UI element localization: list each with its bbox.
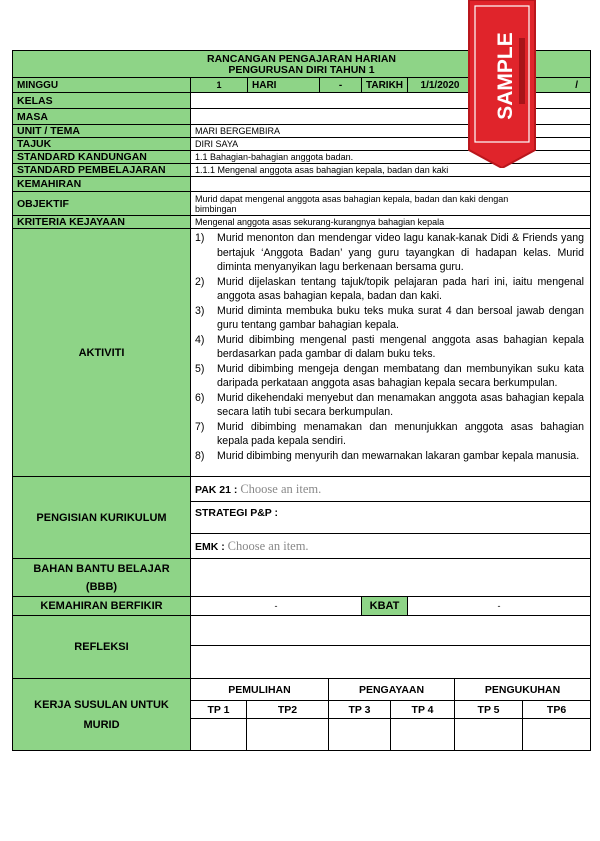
sample-stamp xyxy=(461,0,543,168)
kelas-label: KELAS xyxy=(13,93,191,109)
tp5-header: TP 5 xyxy=(455,701,523,719)
tp2-header: TP2 xyxy=(247,701,329,719)
aktiviti-item: 8) Murid dibimbing menyurih dan mewarnakan lakaran gambar kepala manusia. xyxy=(195,449,580,462)
tp6-header: TP6 xyxy=(523,701,591,719)
tp1-cell xyxy=(191,719,247,751)
aktiviti-item: 3) Murid diminta membuka buku teks muka surat 4 dan bersoal jawab dengan guru tentang gambar bahagian kepala. xyxy=(195,304,585,331)
tp2-cell xyxy=(247,719,329,751)
pak21-field[interactable]: PAK 21 : Choose an item. xyxy=(191,477,591,502)
aktiviti-item: 5) Murid dibimbing mengeja dengan membatang dan membunyikan suku kata daripada perkataan anggota asas bahagian kepala secara berkumpulan. xyxy=(195,362,585,389)
aktiviti-item: 6) Murid dikehendaki menyebut dan menamakan anggota asas bahagian kepala secara latih tubi secara berkumpulan. xyxy=(195,391,585,418)
pak21-dropdown[interactable]: Choose an item. xyxy=(240,481,322,496)
emk-field[interactable]: EMK : Choose an item. xyxy=(191,534,591,559)
kemahiran-label: KEMAHIRAN xyxy=(13,177,191,192)
aktiviti-item: 2) Murid dijelaskan tentang tajuk/topik pelajaran pada hari ini, iaitu mengenal anggota asas bahagian kepala, badan dan kaki. xyxy=(195,275,585,302)
kemahiran-berfikir-value: - xyxy=(191,597,362,616)
kbat-value: - xyxy=(408,597,591,616)
kemahiran-value xyxy=(191,177,591,192)
aktiviti-label: AKTIVITI xyxy=(13,229,191,477)
refleksi-line xyxy=(191,616,591,646)
hari-label: HARI xyxy=(248,78,320,93)
masa-label: MASA xyxy=(13,109,191,125)
kriteria-kejayaan-value: Mengenal anggota asas sekurang-kurangnya bahagian kepala xyxy=(191,216,591,229)
bbb-label: BAHAN BANTU BELAJAR (BBB) xyxy=(13,559,191,597)
kemahiran-berfikir-label: KEMAHIRAN BERFIKIR xyxy=(13,597,191,616)
kerja-susulan-table xyxy=(12,678,591,751)
document-title: RANCANGAN PENGAJARAN HARIAN PENGURUSAN DIRI TAHUN 1 xyxy=(13,51,591,78)
unit-tema-value: MARI BERGEMBIRA xyxy=(191,125,591,138)
tp5-cell xyxy=(455,719,523,751)
tp3-cell xyxy=(329,719,391,751)
minggu-value: 1 xyxy=(191,78,248,93)
tp3-header: TP 3 xyxy=(329,701,391,719)
pemulihan-header: PEMULIHAN xyxy=(191,679,329,701)
kriteria-kejayaan-label: KRITERIA KEJAYAAN xyxy=(13,216,191,229)
aktiviti-item: 4) Murid dibimbing mengenal pasti mengenal anggota asas bahagian kepala berdasarkan pada gambar di dalam buku teks. xyxy=(195,333,585,360)
refleksi-line xyxy=(191,646,591,679)
pengisian-kurikulum-label: PENGISIAN KURIKULUM xyxy=(13,477,191,559)
aktiviti-item: 1) Murid menonton dan mendengar video lagu kanak-kanak Didi & Friends yang bertajuk ‘Anggota Badan’ yang guru tayangkan di hadapan kelas. Murid diminta menyanyikan lagu berkenaan bersama guru. xyxy=(195,232,585,273)
objektif-value: Murid dapat mengenal anggota asas bahagian kepala, badan dan kaki dengan bimbingan xyxy=(191,192,591,216)
minggu-label: MINGGU xyxy=(13,78,191,93)
standard-pembelajaran-value: 1.1.1 Mengenal anggota asas bahagian kepala, badan dan kaki xyxy=(191,164,591,177)
tp1-header: TP 1 xyxy=(191,701,247,719)
objektif-label: OBJEKTIF xyxy=(13,192,191,216)
pengukuhan-header: PENGUKUHAN xyxy=(455,679,591,701)
aktiviti-list xyxy=(191,229,591,477)
standard-kandungan-label: STANDARD KANDUNGAN xyxy=(13,151,191,164)
strategi-field: STRATEGI P&P : xyxy=(191,502,591,534)
tajuk-label: TAJUK xyxy=(13,138,191,151)
tp4-header: TP 4 xyxy=(391,701,455,719)
stamp-text: SAMPLE xyxy=(494,32,517,120)
refleksi-label: REFLEKSI xyxy=(13,616,191,679)
masa-separator: / xyxy=(535,78,591,93)
tajuk-value: DIRI SAYA xyxy=(191,138,591,151)
kbat-label: KBAT xyxy=(362,597,408,616)
tarikh-label: TARIKH xyxy=(362,78,408,93)
aktiviti-item: 7) Murid dibimbing menamakan dan menunjukkan anggota asas bahagian kepala pada kepala sendiri. xyxy=(195,420,585,447)
kerja-susulan-label: KERJA SUSULAN UNTUK MURID xyxy=(13,679,191,751)
tp4-cell xyxy=(391,719,455,751)
tarikh-value: 1/1/2020 xyxy=(408,78,473,93)
standard-pembelajaran-label: STANDARD PEMBELAJARAN xyxy=(13,164,191,177)
pengayaan-header: PENGAYAAN xyxy=(329,679,455,701)
unit-tema-label: UNIT / TEMA xyxy=(13,125,191,138)
hari-value: - xyxy=(320,78,362,93)
emk-dropdown[interactable]: Choose an item. xyxy=(227,538,309,553)
bbb-value xyxy=(191,559,591,597)
tp6-cell xyxy=(523,719,591,751)
standard-kandungan-value: 1.1 Bahagian-bahagian anggota badan. xyxy=(191,151,591,164)
